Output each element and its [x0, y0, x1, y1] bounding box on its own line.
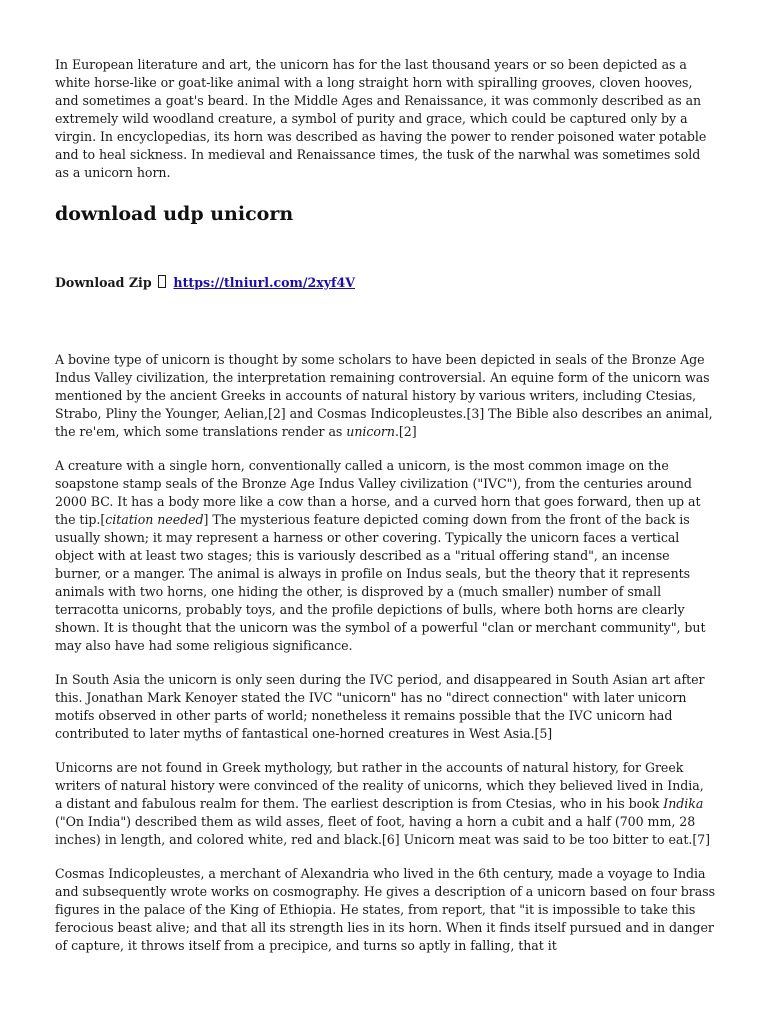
missing-glyph-icon — [158, 275, 166, 288]
document-page — [55, 56, 715, 955]
paragraph-cosmas: Cosmas Indicopleustes, a merchant of Alexandria who lived in the 6th century, made a voyage to India and subsequently wrote works on cosmography. He gives a description of a unicorn based on four brass figures in the palace of the King of Ethiopia. He states, from report, that "it is impossible to take this ferocious beast alive; and that all its strength lies in its horn. When it finds itself pursued and in danger of capture, it throws itself from a precipice, and turns so aptly in falling, that it — [55, 866, 716, 953]
page-heading: download udp unicorn — [55, 203, 294, 225]
intro-paragraph: In European literature and art, the unicorn has for the last thousand years or so been depicted as a white horse-like or goat-like animal with a long straight horn with spiralling grooves, cloven hooves, and sometimes a goat's beard. In the Middle Ages and Renaissance, it was commonly described as an extremely wild woodland creature, a symbol of purity and grace, which could be captured only by a virgin. In encyclopedias, its horn was described as having the power to render poisoned water potable and to heal sickness. In medieval and Renaissance times, the tusk of the narwhal was sometimes sold as a unicorn horn. — [55, 57, 707, 180]
p1-text-before: A bovine type of unicorn is thought by some scholars to have been depicted in seals of the Bronze Age Indus Valley civilization, the interpretation remaining controversial. An equine form of the unicorn was mentioned by the ancient Greeks in accounts of natural history by various writers, including Ctesias, Strabo, Pliny the Younger, Aelian,[2] and Cosmas Indicopleustes.[3] The Bible also describes an animal, the re'em, which some translations render as — [55, 352, 713, 439]
download-link[interactable]: https://tlniurl.com/2xyf4V — [173, 275, 355, 290]
paragraph-south-asia: In South Asia the unicorn is only seen during the IVC period, and disappeared in South Asian art after this. Jonathan Mark Kenoyer stated the IVC "unicorn" has no "direct connection" with later unicorn motifs observed in other parts of world; nonetheless it remains possible that the IVC unicorn had contributed to later myths of fantastical one-horned creatures in West Asia.[5] — [55, 672, 705, 741]
p1-italic: unicorn — [346, 424, 395, 439]
paragraph-bovine-unicorn — [55, 351, 715, 441]
p2-text-after: ] The mysterious feature depicted coming down from the front of the back is usually shown; it may represent a harness or other covering. Typically the unicorn faces a vertical object with at least two stages; this is variously described as a "ritual offering stand", an incense burner, or a manger. The animal is always in profile on Indus seals, but the theory that it represents animals with two horns, one hiding the other, is disproved by a (much smaller) number of small terracotta unicorns, probably toys, and the profile depictions of bulls, where both horns are clearly shown. It is thought that the unicorn was the symbol of a powerful "clan or merchant community", but may also have had some religious significance. — [55, 512, 706, 653]
p1-text-after: .[2] — [394, 424, 417, 439]
download-line — [55, 274, 715, 292]
download-label: Download Zip — [55, 275, 152, 290]
p2-italic: citation needed — [105, 512, 204, 527]
p4-text-after: ("On India") described them as wild asses, fleet of foot, having a horn a cubit and a half (700 mm, 28 inches) in length, and colored white, red and black.[6] Unicorn meat was said to be too bitter to eat.[7] — [55, 814, 711, 847]
p4-text-before: Unicorns are not found in Greek mythology, but rather in the accounts of natural history, for Greek writers of natural history were convinced of the reality of unicorns, which they believed lived in India, a distant and fabulous realm for them. The earliest description is from Ctesias, who in his book — [55, 760, 704, 811]
p2-text-before: A creature with a single horn, conventionally called a unicorn, is the most common image on the soapstone stamp seals of the Bronze Age Indus Valley civilization ("IVC"), from the centuries around 2000 BC. It has a body more like a cow than a horse, and a curved horn that goes forward, then up at the tip.[ — [55, 458, 701, 527]
paragraph-greek-accounts — [55, 759, 715, 849]
p4-italic: Indika — [663, 796, 704, 811]
paragraph-indus-seals — [55, 457, 715, 655]
